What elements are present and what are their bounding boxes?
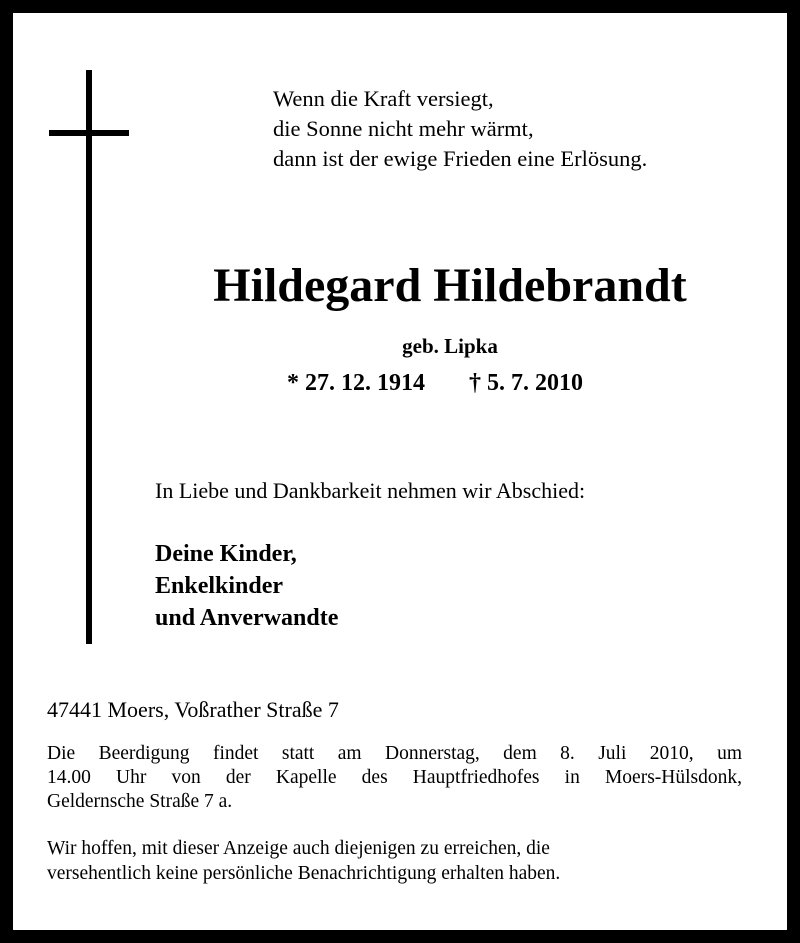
poem-line: die Sonne nicht mehr wärmt, — [273, 116, 534, 141]
burial-info — [47, 742, 742, 814]
note-line: Wir hoffen, mit dieser Anzeige auch diejenigen zu erreichen, die — [47, 838, 550, 859]
death-date: † 5. 7. 2010 — [469, 370, 583, 396]
poem-line: dann ist der ewige Frieden eine Erlösung. — [273, 146, 648, 171]
burial-line: Die Beerdigung findet statt am Donnerstag, dem 8. Juli 2010, um — [47, 743, 742, 764]
cross-horizontal-bar — [49, 130, 129, 136]
note-line: versehentlich keine persönliche Benachrichtigung erhalten haben. — [47, 863, 561, 884]
notification-note — [47, 836, 560, 886]
birth-date: * 27. 12. 1914 — [287, 370, 425, 396]
burial-line: Geldernsche Straße 7 a. — [47, 791, 233, 812]
mourners — [155, 538, 338, 634]
poem — [273, 84, 647, 174]
burial-line: 14.00 Uhr von der Kapelle des Hauptfriedhofes in Moers-Hülsdonk, — [47, 767, 742, 788]
farewell-text: In Liebe und Dankbarkeit nehmen wir Abschied: — [155, 478, 586, 503]
mourner-line: Deine Kinder, — [155, 541, 297, 567]
mourner-line: und Anverwandte — [155, 605, 339, 631]
maiden-name: geb. Lipka — [402, 334, 498, 358]
mourner-line: Enkelkinder — [155, 573, 284, 599]
poem-line: Wenn die Kraft versiegt, — [273, 86, 494, 111]
deceased-name: Hildegard Hildebrandt — [213, 259, 687, 312]
life-dates — [287, 370, 583, 397]
address: 47441 Moers, Voßrather Straße 7 — [47, 697, 339, 722]
